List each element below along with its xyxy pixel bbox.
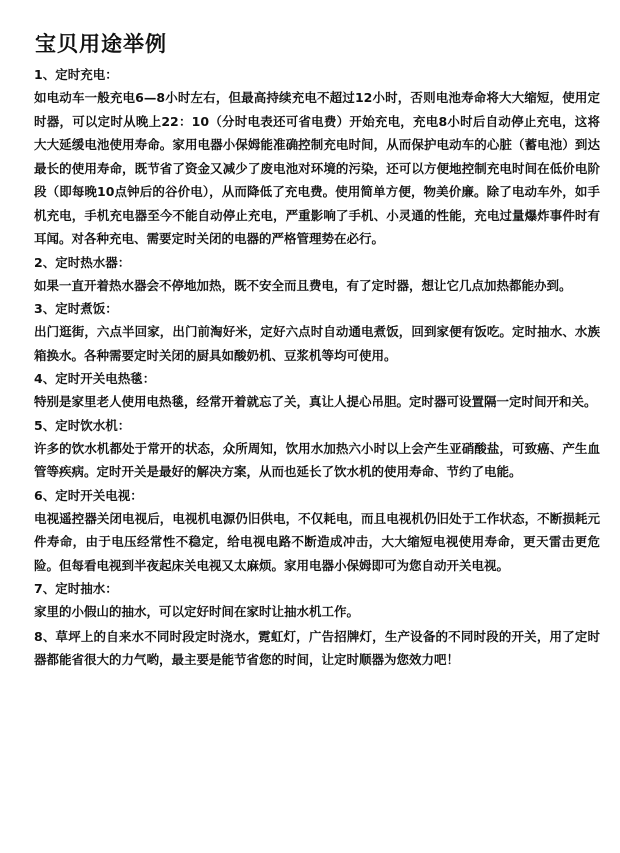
section-heading: 3、定时煮饭： bbox=[34, 301, 118, 316]
section-body: 如果一直开着热水器会不停地加热，既不安全而且费电，有了定时器，想让它几点加热都能办到。 bbox=[34, 277, 572, 293]
section-heading: 6、定时开关电视： bbox=[34, 487, 143, 503]
section-electric-blanket bbox=[34, 368, 600, 414]
section-television bbox=[34, 485, 600, 578]
section-heading: 4、定时开关电热毯： bbox=[34, 371, 156, 386]
section-heading: 5、定时饮水机： bbox=[34, 417, 131, 433]
section-heading: 2、定时热水器： bbox=[34, 254, 131, 270]
section-body: 8、草坪上的自来水不同时段定时浇水，霓虹灯，广告招牌灯，生产设备的不同时段的开关，用了定时器都能省很大的力气哟，最主要是能节省您的时间，让定时顺器为您效力吧！ bbox=[34, 628, 600, 667]
section-water-dispenser bbox=[34, 415, 600, 484]
section-water-pump bbox=[34, 578, 600, 624]
section-body: 家里的小假山的抽水，可以定好时间在家时让抽水机工作。 bbox=[34, 604, 360, 619]
page-title: 宝贝用途举例 bbox=[35, 32, 167, 56]
section-water-heater bbox=[34, 252, 600, 298]
section-rice-cooking bbox=[34, 298, 600, 367]
section-lawn-and-signs bbox=[34, 625, 600, 672]
document-content bbox=[34, 64, 600, 673]
section-body: 特别是家里老人使用电热毯，经常开着就忘了关，真让人提心吊胆。定时器可设置隔一定时间开和关。 bbox=[34, 394, 597, 409]
section-heading: 1、定时充电： bbox=[34, 67, 118, 82]
section-charging bbox=[34, 64, 600, 251]
section-body: 许多的饮水机都处于常开的状态，众所周知，饮用水加热六小时以上会产生亚硝酸盐，可致癌、产生血管等疾病。定时开关是最好的解决方案，从而也延长了饮水机的使用寿命、节约了电能。 bbox=[34, 440, 600, 479]
section-heading: 7、定时抽水： bbox=[34, 581, 118, 596]
section-body: 如电动车一般充电6—8小时左右，但最高持续充电不超过12小时，否则电池寿命将大大缩短，使用定时器，可以定时从晚上22：10（分时电表还可省电费）开始充电，充电8小时后自动停止充电，这将大大延缓电池使用寿命。家用电器小保姆能准确控制充电时间，从而保护电动车的心脏（蓄电池）到达最长的使用寿命，既节省了资金又减少了废电池对环境的污染，还可以方便地控制充电时间在低价电阶段（即每晚10点钟后的谷价电），从而降低了充电费。使用简单方便，物美价廉。除了电动车外，如手机充电，手机充电器至今不能自动停止充电，严重影响了手机、小灵通的性能，充电过量爆炸事件时有耳闻。对各种充电、需要定时关闭的电器的严格管理势在必行。 bbox=[34, 90, 600, 246]
section-body: 电视遥控器关闭电视后，电视机电源仍旧供电，不仅耗电，而且电视机仍旧处于工作状态，不断损耗元件寿命，由于电压经常性不稳定，给电视电路不断造成冲击，大大缩短电视使用寿命，更天雷击更危险。但每看电视到半夜起床关电视又太麻烦。家用电器小保姆即可为您自动开关电视。 bbox=[34, 510, 600, 573]
section-body: 出门逛街，六点半回家，出门前淘好米，定好六点时自动通电煮饭，回到家便有饭吃。定时抽水、水族箱换水。各种需要定时关闭的厨具如酸奶机、豆浆机等均可使用。 bbox=[34, 324, 600, 363]
